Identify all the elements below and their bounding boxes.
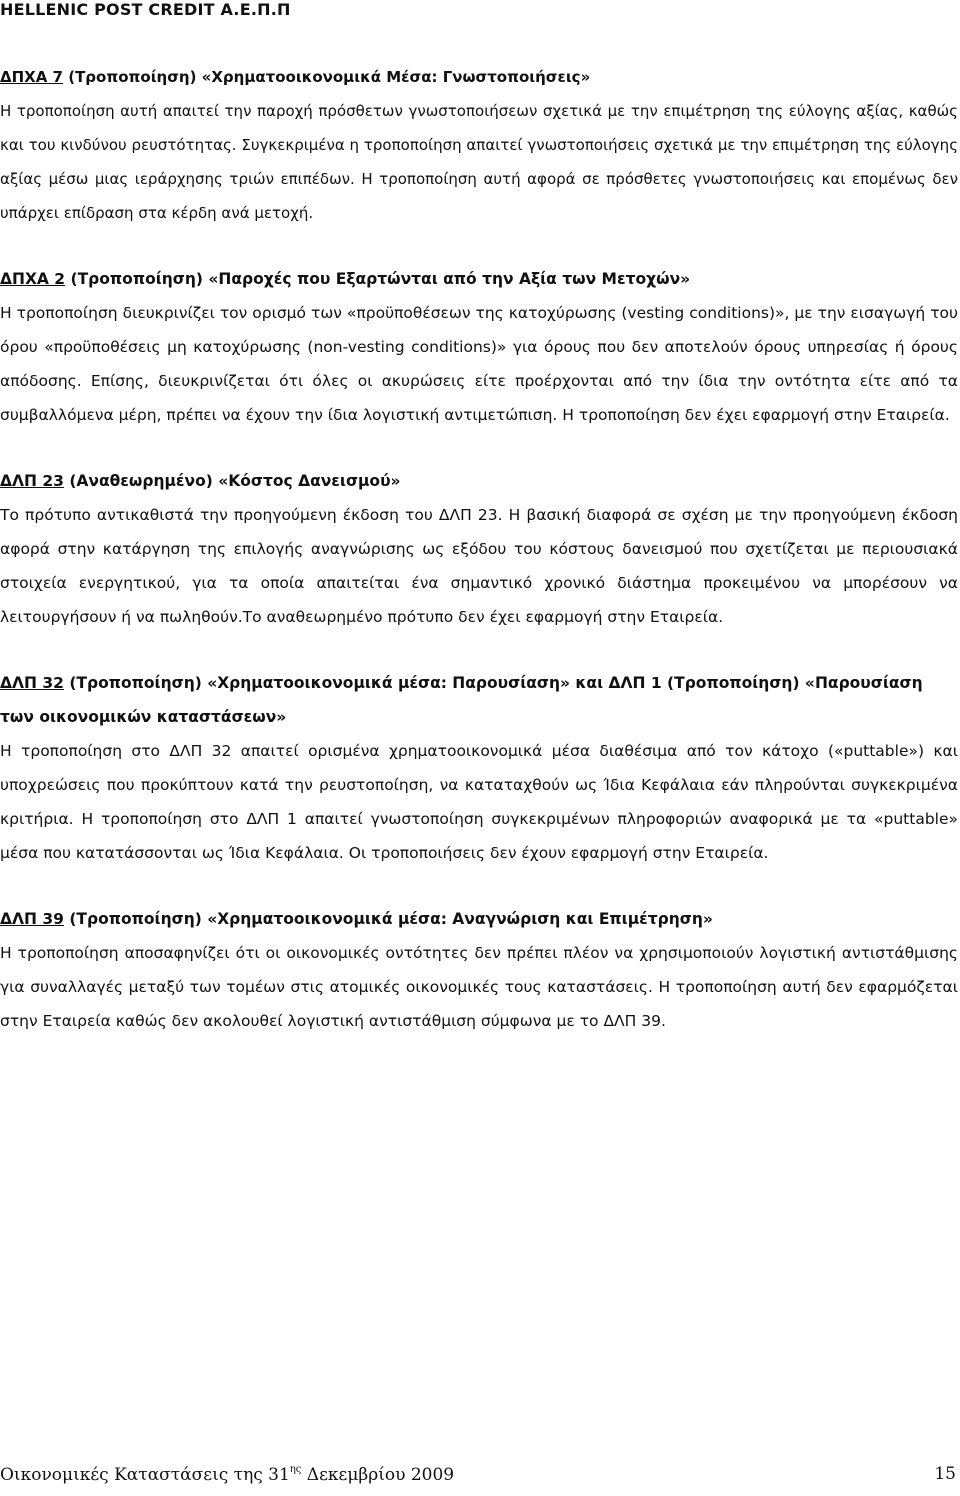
page-number: 15	[934, 1464, 956, 1484]
section-paragraph: Η τροποποίηση αποσαφηνίζει ότι οι οικονομικές οντότητες δεν πρέπει πλέον να χρησιμοποιούν λογιστική αντιστάθμισης για συναλλαγές μεταξύ των τομέων στις ατομικές οικονομικές τους καταστάσεις. Η τροποποίηση αυτή δεν εφαρμόζεται στην Εταιρεία καθώς δεν ακολουθεί λογιστική αντιστάθμιση σύμφωνα με το ΔΛΠ 39.	[0, 944, 958, 1030]
section-paragraph: Η τροποποίηση αυτή απαιτεί την παροχή πρόσθετων γνωστοποιήσεων σχετικά με την επιμέτρηση της εύλογης αξίας, καθώς και του κινδύνου ρευστότητας. Συγκεκριμένα η τροποποίηση απαιτεί γνωστοποιήσεις σχετικά με την επιμέτρηση της εύλογης αξίας μέσω μιας ιεράρχησης τριών επιπέδων. Η τροποποίηση αυτή αφορά σε πρόσθετες γνωστοποιήσεις και επομένως δεν υπάρχει επίδραση στα κέρδη ανά μετοχή.	[0, 102, 958, 222]
footer-title	[0, 1464, 454, 1485]
section-ias-32	[0, 666, 958, 870]
section-title	[0, 262, 958, 296]
section-title-lead: ΔΠΧΑ 7	[0, 68, 63, 86]
section-title	[0, 902, 958, 936]
section-title-rest: (Τροποποίηση) «Χρηματοοικονομικά Μέσα: Γνωστοποιήσεις»	[63, 68, 591, 86]
section-title-lead: ΔΛΠ 32	[0, 674, 64, 692]
document-body	[0, 60, 958, 1070]
section-paragraph: Η τροποποίηση διευκρινίζει τον ορισμό των «προϋποθέσεων της κατοχύρωσης (vesting conditions)», με την εισαγωγή του όρου «προϋποθέσεις μη κατοχύρωσης (non-vesting conditions)» για όρους που δεν αποτελούν όρους υπηρεσίας ή όρους απόδοσης. Επίσης, διευκρινίζεται ότι όλες οι ακυρώσεις είτε προέρχονται από την ίδια την οντότητα είτε από τα συμβαλλόμενα μέρη, πρέπει να έχουν την ίδια λογιστική αντιμετώπιση. Η τροποποίηση δεν έχει εφαρμογή στην Εταιρεία.	[0, 304, 958, 424]
page-footer	[0, 1464, 956, 1490]
section-title-rest: (Τροποποίηση) «Παροχές που Εξαρτώνται από την Αξία των Μετοχών»	[65, 270, 691, 288]
footer-text-after: Δεκεμβρίου 2009	[301, 1465, 455, 1485]
section-paragraph: Το πρότυπο αντικαθιστά την προηγούμενη έκδοση του ΔΛΠ 23. Η βασική διαφορά σε σχέση με την προηγούμενη έκδοση αφορά στην κατάργηση της επιλογής αναγνώρισης ως εξόδου του κόστους δανεισμού που σχετίζεται με περιουσιακά στοιχεία ενεργητικού, για τα οποία απαιτείται ένα σημαντικό χρονικό διάστημα προκειμένου να μπορέσουν να λειτουργήσουν ή να πωληθούν.Το αναθεωρημένο πρότυπο δεν έχει εφαρμογή στην Εταιρεία.	[0, 506, 958, 626]
footer-superscript: ης	[289, 1464, 302, 1475]
footer-text-before: Οικονομικές Καταστάσεις της 31	[0, 1465, 290, 1485]
section-ifrs-2	[0, 262, 958, 432]
section-title	[0, 60, 958, 94]
section-title	[0, 464, 958, 498]
section-title-lead: ΔΠΧΑ 2	[0, 270, 66, 288]
section-ias-39	[0, 902, 958, 1038]
section-title-lead: ΔΛΠ 39	[0, 910, 64, 928]
section-ifrs-7	[0, 60, 958, 230]
section-paragraph: Η τροποποίηση στο ΔΛΠ 32 απαιτεί ορισμένα χρηματοοικονομικά μέσα διαθέσιμα από τον κάτοχο («puttable») και υποχρεώσεις που προκύπτουν κατά την ρευστοποίηση, να καταταχθούν ως Ίδια Κεφάλαια εάν πληρούνται συγκεκριμένα κριτήρια. Η τροποποίηση στο ΔΛΠ 1 απαιτεί γνωστοποίηση συγκεκριμένων πληροφοριών αναφορικά με τα «puttable» μέσα που κατατάσσονται ως Ίδια Κεφάλαια. Οι τροποποιήσεις δεν έχουν εφαρμογή στην Εταιρεία.	[0, 742, 958, 862]
section-title	[0, 666, 958, 734]
section-title-rest: (Τροποποίηση) «Χρηματοοικονομικά μέσα: Αναγνώριση και Επιμέτρηση»	[63, 910, 713, 928]
section-title-lead: ΔΛΠ 23	[0, 472, 64, 490]
section-title-rest: (Αναθεωρημένο) «Κόστος Δανεισμού»	[63, 472, 401, 490]
page-header: HELLENIC POST CREDIT A.E.Π.Π	[0, 0, 291, 19]
section-title-rest: (Τροποποίηση) «Χρηματοοικονομικά μέσα: Παρουσίαση» και ΔΛΠ 1 (Τροποποίηση) «Παρουσίαση των οικονομικών καταστάσεων»	[0, 674, 923, 726]
section-ias-23	[0, 464, 958, 634]
